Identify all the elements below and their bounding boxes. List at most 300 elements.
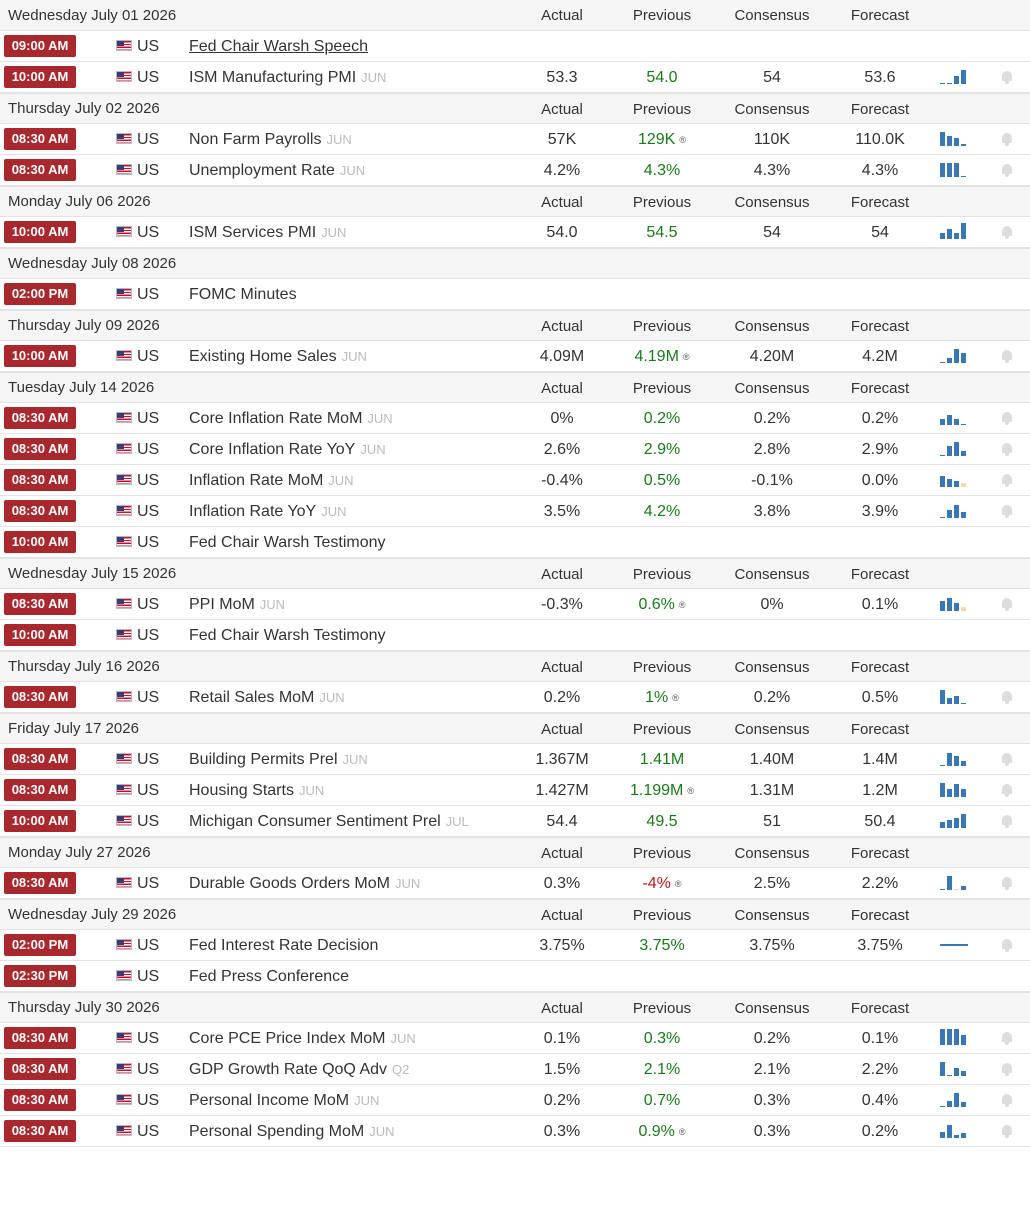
bell-alert-icon[interactable] <box>1001 1124 1013 1138</box>
us-flag-icon <box>116 970 132 981</box>
event-name-text[interactable]: Core Inflation Rate MoM <box>189 410 363 427</box>
forecast-column-header[interactable]: Forecast <box>850 1000 910 1017</box>
sparkline-bar <box>961 483 966 487</box>
sparkline-bar <box>954 1135 959 1138</box>
event-name-text[interactable]: Core PCE Price Index MoM <box>189 1030 386 1047</box>
event-time-badge: 02:30 PM <box>4 965 76 987</box>
event-row[interactable] <box>0 775 1030 806</box>
event-name-text[interactable]: Fed Chair Warsh Testimony <box>189 627 386 644</box>
forecast-value: 3.75% <box>857 937 903 954</box>
bell-alert-icon[interactable] <box>1001 597 1013 611</box>
actual-value: 2.6% <box>543 441 581 458</box>
event-row[interactable] <box>0 155 1030 186</box>
event-row[interactable] <box>0 465 1030 496</box>
sparkline-chart[interactable] <box>940 874 968 890</box>
event-country: US <box>137 131 160 148</box>
previous-value <box>612 868 712 900</box>
date-header-row <box>0 899 1030 930</box>
actual-column-header[interactable]: Actual <box>541 566 583 583</box>
event-name[interactable] <box>189 775 324 806</box>
event-name[interactable] <box>189 1054 409 1085</box>
sparkline-chart[interactable] <box>940 347 968 363</box>
previous-value-text: 0.2% <box>643 410 681 427</box>
event-country: US <box>137 689 160 706</box>
previous-column-header[interactable]: Previous <box>632 907 692 924</box>
event-country: US <box>137 472 160 489</box>
previous-value <box>612 496 712 527</box>
event-name[interactable] <box>189 682 345 713</box>
event-row[interactable] <box>0 1116 1030 1147</box>
consensus-value: 54 <box>763 224 781 241</box>
us-flag-icon <box>116 505 132 516</box>
sparkline-chart[interactable] <box>940 471 968 487</box>
forecast-column-header[interactable]: Forecast <box>850 907 910 924</box>
previous-column-header[interactable]: Previous <box>632 318 692 335</box>
event-row[interactable] <box>0 930 1030 961</box>
event-name[interactable] <box>189 341 367 372</box>
forecast-column-header[interactable]: Forecast <box>850 845 910 862</box>
event-name[interactable] <box>189 1085 379 1116</box>
event-name[interactable] <box>189 961 349 992</box>
us-flag-icon <box>116 877 132 888</box>
bell-alert-icon[interactable] <box>1001 349 1013 363</box>
revised-icon: ® <box>678 600 686 610</box>
previous-value-text: 1.41M <box>639 751 685 768</box>
event-country: US <box>137 503 160 520</box>
forecast-column-header[interactable]: Forecast <box>850 101 910 118</box>
sparkline-bar <box>954 784 959 797</box>
consensus-value: 0.2% <box>753 689 791 706</box>
us-flag-icon <box>116 350 132 361</box>
consensus-value: 110K <box>753 131 791 148</box>
forecast-value: 54 <box>871 224 889 241</box>
sparkline-bar <box>947 510 952 518</box>
sparkline-bar <box>947 358 952 363</box>
date-header-row <box>0 558 1030 589</box>
event-time-badge: 10:00 AM <box>4 221 76 243</box>
sparkline-chart[interactable] <box>940 1091 968 1107</box>
consensus-value: 1.40M <box>749 751 795 768</box>
us-flag-icon <box>116 164 132 175</box>
sparkline-bar <box>961 223 966 239</box>
event-name[interactable] <box>189 930 378 961</box>
sparkline-bar <box>940 476 945 487</box>
event-name-text[interactable]: Non Farm Payrolls <box>189 131 322 148</box>
sparkline-chart[interactable] <box>940 1029 968 1045</box>
previous-value <box>612 589 712 621</box>
sparkline-bar <box>954 481 959 487</box>
consensus-value: 1.31M <box>749 782 795 799</box>
forecast-value: 0.2% <box>861 1123 899 1140</box>
event-time-badge: 02:00 PM <box>4 934 76 956</box>
event-name[interactable] <box>189 1116 395 1147</box>
forecast-column-header[interactable]: Forecast <box>850 318 910 335</box>
forecast-column-header[interactable]: Forecast <box>850 659 910 676</box>
event-row[interactable] <box>0 217 1030 248</box>
event-reference-period: JUN <box>328 473 354 488</box>
previous-value-text: 4.3% <box>643 162 681 179</box>
sparkline-chart[interactable] <box>940 161 968 177</box>
us-flag-icon <box>116 629 132 640</box>
us-flag-icon <box>116 1125 132 1136</box>
event-country: US <box>137 1030 160 1047</box>
bell-alert-icon[interactable] <box>1001 1062 1013 1076</box>
actual-column-header[interactable]: Actual <box>541 659 583 676</box>
previous-column-header[interactable]: Previous <box>632 1000 692 1017</box>
event-row[interactable] <box>0 1054 1030 1085</box>
bell-alert-icon[interactable] <box>1001 938 1013 952</box>
event-row[interactable] <box>0 1023 1030 1054</box>
sparkline-bar <box>947 1029 952 1045</box>
bell-alert-icon[interactable] <box>1001 163 1013 177</box>
event-reference-period: JUN <box>341 349 367 364</box>
event-row[interactable] <box>0 868 1030 899</box>
consensus-column-header[interactable]: Consensus <box>734 907 810 924</box>
event-name-text[interactable]: Building Permits Prel <box>189 751 338 768</box>
forecast-column-header[interactable]: Forecast <box>850 380 910 397</box>
event-time-badge: 08:30 AM <box>4 779 76 801</box>
event-country: US <box>137 38 160 55</box>
event-name[interactable] <box>189 434 386 465</box>
date-label: Thursday July 16 2026 <box>8 658 160 675</box>
event-name[interactable] <box>189 868 420 899</box>
actual-column-header[interactable]: Actual <box>541 721 583 738</box>
actual-column-header[interactable]: Actual <box>541 1000 583 1017</box>
previous-column-header[interactable]: Previous <box>632 380 692 397</box>
us-flag-icon <box>116 1094 132 1105</box>
event-row[interactable] <box>0 434 1030 465</box>
consensus-column-header[interactable]: Consensus <box>734 659 810 676</box>
bell-alert-icon[interactable] <box>1001 504 1013 518</box>
event-name-text[interactable]: Housing Starts <box>189 782 294 799</box>
consensus-column-header[interactable]: Consensus <box>734 380 810 397</box>
event-country: US <box>137 162 160 179</box>
us-flag-icon <box>116 939 132 950</box>
event-name-text[interactable]: Michigan Consumer Sentiment Prel <box>189 813 441 830</box>
sparkline-chart[interactable] <box>940 223 968 239</box>
consensus-column-header[interactable]: Consensus <box>734 845 810 862</box>
sparkline-bar <box>954 1068 959 1076</box>
consensus-value: 0% <box>760 596 784 613</box>
event-name-text[interactable]: Personal Income MoM <box>189 1092 350 1109</box>
event-name-text[interactable]: Core Inflation Rate YoY <box>189 441 356 458</box>
actual-column-header[interactable]: Actual <box>541 7 583 24</box>
bell-alert-icon[interactable] <box>1001 1093 1013 1107</box>
sparkline-chart[interactable] <box>940 68 968 84</box>
consensus-column-header[interactable]: Consensus <box>734 101 810 118</box>
event-row[interactable] <box>0 527 1030 558</box>
previous-value <box>612 155 712 186</box>
event-name-text[interactable]: Retail Sales MoM <box>189 689 315 706</box>
actual-value: 0.1% <box>543 1030 581 1047</box>
event-name[interactable] <box>189 744 368 775</box>
event-name-text[interactable]: Durable Goods Orders MoM <box>189 875 390 892</box>
actual-column-header[interactable]: Actual <box>541 380 583 397</box>
sparkline-chart[interactable] <box>940 812 968 828</box>
event-name-text[interactable]: Personal Spending MoM <box>189 1123 365 1140</box>
previous-column-header[interactable]: Previous <box>632 566 692 583</box>
event-time-badge: 02:00 PM <box>4 283 76 305</box>
previous-column-header[interactable]: Previous <box>632 721 692 738</box>
forecast-column-header[interactable]: Forecast <box>850 194 910 211</box>
sparkline-chart[interactable] <box>940 502 968 518</box>
actual-column-header[interactable]: Actual <box>541 318 583 335</box>
sparkline-bar <box>940 690 945 704</box>
event-name-text[interactable]: Existing Home Sales <box>189 348 337 365</box>
event-name-text[interactable]: Fed Chair Warsh Testimony <box>189 534 386 551</box>
date-label: Monday July 06 2026 <box>8 193 151 210</box>
event-name[interactable] <box>189 620 386 651</box>
event-name[interactable] <box>189 496 347 527</box>
sparkline-bar <box>954 505 959 518</box>
event-time-badge: 09:00 AM <box>4 35 76 57</box>
event-name[interactable] <box>189 155 365 186</box>
event-row[interactable] <box>0 1085 1030 1116</box>
event-reference-period: JUN <box>326 132 352 147</box>
sparkline-chart[interactable] <box>940 440 968 456</box>
event-country: US <box>137 596 160 613</box>
forecast-value: 4.2M <box>862 348 898 365</box>
consensus-column-header[interactable]: Consensus <box>734 721 810 738</box>
previous-value-text: 0.7% <box>643 1092 681 1109</box>
sparkline-bar <box>954 889 959 890</box>
forecast-value: 110.0K <box>855 131 905 148</box>
actual-column-header[interactable]: Actual <box>541 907 583 924</box>
bell-alert-icon[interactable] <box>1001 70 1013 84</box>
previous-value-text: 4.2% <box>643 503 681 520</box>
bell-alert-icon[interactable] <box>1001 752 1013 766</box>
bell-alert-icon[interactable] <box>1001 1031 1013 1045</box>
consensus-column-header[interactable]: Consensus <box>734 318 810 335</box>
sparkline-bar <box>954 233 959 239</box>
bell-alert-icon[interactable] <box>1001 814 1013 828</box>
event-name[interactable] <box>189 124 352 155</box>
actual-value: 0.3% <box>543 875 581 892</box>
event-name[interactable] <box>189 527 386 558</box>
event-time-badge: 08:30 AM <box>4 128 76 150</box>
consensus-column-header[interactable]: Consensus <box>734 566 810 583</box>
bell-alert-icon[interactable] <box>1001 442 1013 456</box>
event-row[interactable] <box>0 961 1030 992</box>
event-name-text[interactable]: ISM Manufacturing PMI <box>189 69 357 86</box>
sparkline-bar <box>961 353 966 363</box>
us-flag-icon <box>116 226 132 237</box>
event-name[interactable] <box>189 62 386 93</box>
previous-value <box>612 1116 712 1148</box>
sparkline-bar <box>954 696 959 704</box>
event-name-text[interactable]: Fed Press Conference <box>189 968 350 985</box>
event-time-badge: 08:30 AM <box>4 438 76 460</box>
event-name-text[interactable]: PPI MoM <box>189 596 255 613</box>
event-row[interactable] <box>0 620 1030 651</box>
sparkline-bar <box>954 349 959 363</box>
previous-value-text: 1% <box>645 689 669 706</box>
sparkline-bar <box>947 479 952 487</box>
event-name-text[interactable]: GDP Growth Rate QoQ Adv <box>189 1061 388 1078</box>
event-country: US <box>137 813 160 830</box>
consensus-column-header[interactable]: Consensus <box>734 1000 810 1017</box>
event-name-text[interactable]: Fed Chair Warsh Speech <box>189 38 369 55</box>
event-name[interactable] <box>189 31 368 62</box>
event-country: US <box>137 286 160 303</box>
sparkline-bar <box>940 889 945 890</box>
date-header-row <box>0 372 1030 403</box>
sparkline-chart[interactable] <box>940 781 968 797</box>
consensus-column-header[interactable]: Consensus <box>734 194 810 211</box>
actual-value: 0.2% <box>543 1092 581 1109</box>
forecast-column-header[interactable]: Forecast <box>850 7 910 24</box>
sparkline-bar <box>947 415 952 425</box>
event-name-text[interactable]: FOMC Minutes <box>189 286 297 303</box>
actual-column-header[interactable]: Actual <box>541 101 583 118</box>
us-flag-icon <box>116 288 132 299</box>
event-reference-period: JUN <box>339 163 366 178</box>
event-name[interactable] <box>189 589 285 620</box>
event-country: US <box>137 410 160 427</box>
sparkline-bar <box>947 229 952 239</box>
event-name[interactable] <box>189 403 393 434</box>
event-name[interactable] <box>189 279 297 310</box>
event-time-badge: 10:00 AM <box>4 624 76 646</box>
event-name-text[interactable]: Inflation Rate YoY <box>189 503 317 520</box>
event-row[interactable] <box>0 62 1030 93</box>
sparkline-bar <box>947 876 952 890</box>
revised-icon: ® <box>679 135 686 145</box>
previous-value <box>612 341 712 373</box>
event-country: US <box>137 1061 160 1078</box>
forecast-column-header[interactable]: Forecast <box>850 721 910 738</box>
event-row[interactable] <box>0 403 1030 434</box>
forecast-column-header[interactable]: Forecast <box>850 566 910 583</box>
consensus-value: 4.3% <box>753 162 791 179</box>
sparkline-bar <box>954 756 959 766</box>
previous-column-header[interactable]: Previous <box>632 659 692 676</box>
bell-alert-icon[interactable] <box>1001 876 1013 890</box>
event-reference-period: Q2 <box>392 1062 410 1077</box>
event-row[interactable] <box>0 279 1030 310</box>
event-row[interactable] <box>0 682 1030 713</box>
event-name[interactable] <box>189 217 346 248</box>
previous-value-text: 3.75% <box>639 937 685 954</box>
sparkline-bar <box>947 83 952 84</box>
event-row[interactable] <box>0 496 1030 527</box>
previous-column-header[interactable]: Previous <box>632 7 692 24</box>
sparkline-bar <box>947 698 952 704</box>
event-name-text[interactable]: ISM Services PMI <box>189 224 317 241</box>
bell-alert-icon[interactable] <box>1001 132 1013 146</box>
actual-column-header[interactable]: Actual <box>541 845 583 862</box>
event-name-text[interactable]: Fed Interest Rate Decision <box>189 937 379 954</box>
event-country: US <box>137 782 160 799</box>
sparkline-bar <box>954 442 959 456</box>
consensus-value: 0.3% <box>753 1092 791 1109</box>
event-time-badge: 08:30 AM <box>4 407 76 429</box>
sparkline-bar <box>954 1093 959 1107</box>
sparkline-bar <box>947 789 952 797</box>
sparkline-bar <box>940 132 945 146</box>
sparkline-chart[interactable] <box>940 750 968 766</box>
event-reference-period: JUN <box>259 597 286 612</box>
event-row[interactable] <box>0 341 1030 372</box>
date-header-row <box>0 713 1030 744</box>
event-country: US <box>137 224 160 241</box>
event-time-badge: 08:30 AM <box>4 500 76 522</box>
event-name[interactable] <box>189 1023 416 1054</box>
sparkline-chart[interactable] <box>940 409 968 425</box>
sparkline-bar <box>940 822 945 828</box>
bell-alert-icon[interactable] <box>1001 690 1013 704</box>
consensus-value: 0.3% <box>753 1123 791 1140</box>
event-name[interactable] <box>189 465 354 496</box>
event-name-text[interactable]: Unemployment Rate <box>189 162 335 179</box>
actual-column-header[interactable]: Actual <box>541 194 583 211</box>
sparkline-bar <box>947 1125 952 1138</box>
previous-value <box>612 465 712 496</box>
event-row[interactable] <box>0 589 1030 620</box>
forecast-value: 0.1% <box>861 596 899 613</box>
previous-column-header[interactable]: Previous <box>632 845 692 862</box>
event-row[interactable] <box>0 124 1030 155</box>
us-flag-icon <box>116 40 132 51</box>
bell-alert-icon[interactable] <box>1001 411 1013 425</box>
date-header-row <box>0 248 1030 279</box>
actual-value: 4.09M <box>539 348 585 365</box>
event-name[interactable] <box>189 806 469 837</box>
actual-value: 57K <box>547 131 577 148</box>
sparkline-chart[interactable] <box>940 130 968 146</box>
sparkline-bar <box>961 1102 966 1107</box>
us-flag-icon <box>116 536 132 547</box>
event-name-text[interactable]: Inflation Rate MoM <box>189 472 324 489</box>
sparkline-bar <box>954 76 959 84</box>
revised-icon: ® <box>682 352 690 362</box>
actual-value: 0.3% <box>543 1123 581 1140</box>
previous-column-header[interactable]: Previous <box>632 194 692 211</box>
previous-column-header[interactable]: Previous <box>632 101 692 118</box>
forecast-value: 4.3% <box>861 162 899 179</box>
date-header-row <box>0 837 1030 868</box>
previous-value <box>612 806 712 837</box>
forecast-value: 53.6 <box>864 69 896 86</box>
event-row[interactable] <box>0 31 1030 62</box>
forecast-value: 0.4% <box>861 1092 899 1109</box>
revised-icon: ® <box>672 693 679 703</box>
event-reference-period: JUN <box>367 411 393 426</box>
sparkline-chart[interactable] <box>940 1060 968 1076</box>
sparkline-bar <box>940 233 945 239</box>
event-time-badge: 08:30 AM <box>4 1120 76 1142</box>
event-row[interactable] <box>0 744 1030 775</box>
bell-alert-icon[interactable] <box>1001 225 1013 239</box>
sparkline-chart[interactable] <box>940 1122 968 1138</box>
sparkline-chart[interactable] <box>940 595 968 611</box>
sparkline-bar <box>961 1035 966 1045</box>
bell-alert-icon[interactable] <box>1001 473 1013 487</box>
event-time-badge: 08:30 AM <box>4 593 76 615</box>
sparkline-chart[interactable] <box>940 944 968 946</box>
date-header-row <box>0 93 1030 124</box>
consensus-column-header[interactable]: Consensus <box>734 7 810 24</box>
actual-value: -0.4% <box>541 472 583 489</box>
sparkline-bar <box>940 362 945 363</box>
sparkline-bar <box>940 83 945 84</box>
bell-alert-icon[interactable] <box>1001 783 1013 797</box>
event-country: US <box>137 1092 160 1109</box>
previous-value-text: 54.0 <box>646 69 678 86</box>
event-country: US <box>137 627 160 644</box>
event-row[interactable] <box>0 806 1030 837</box>
sparkline-chart[interactable] <box>940 688 968 704</box>
